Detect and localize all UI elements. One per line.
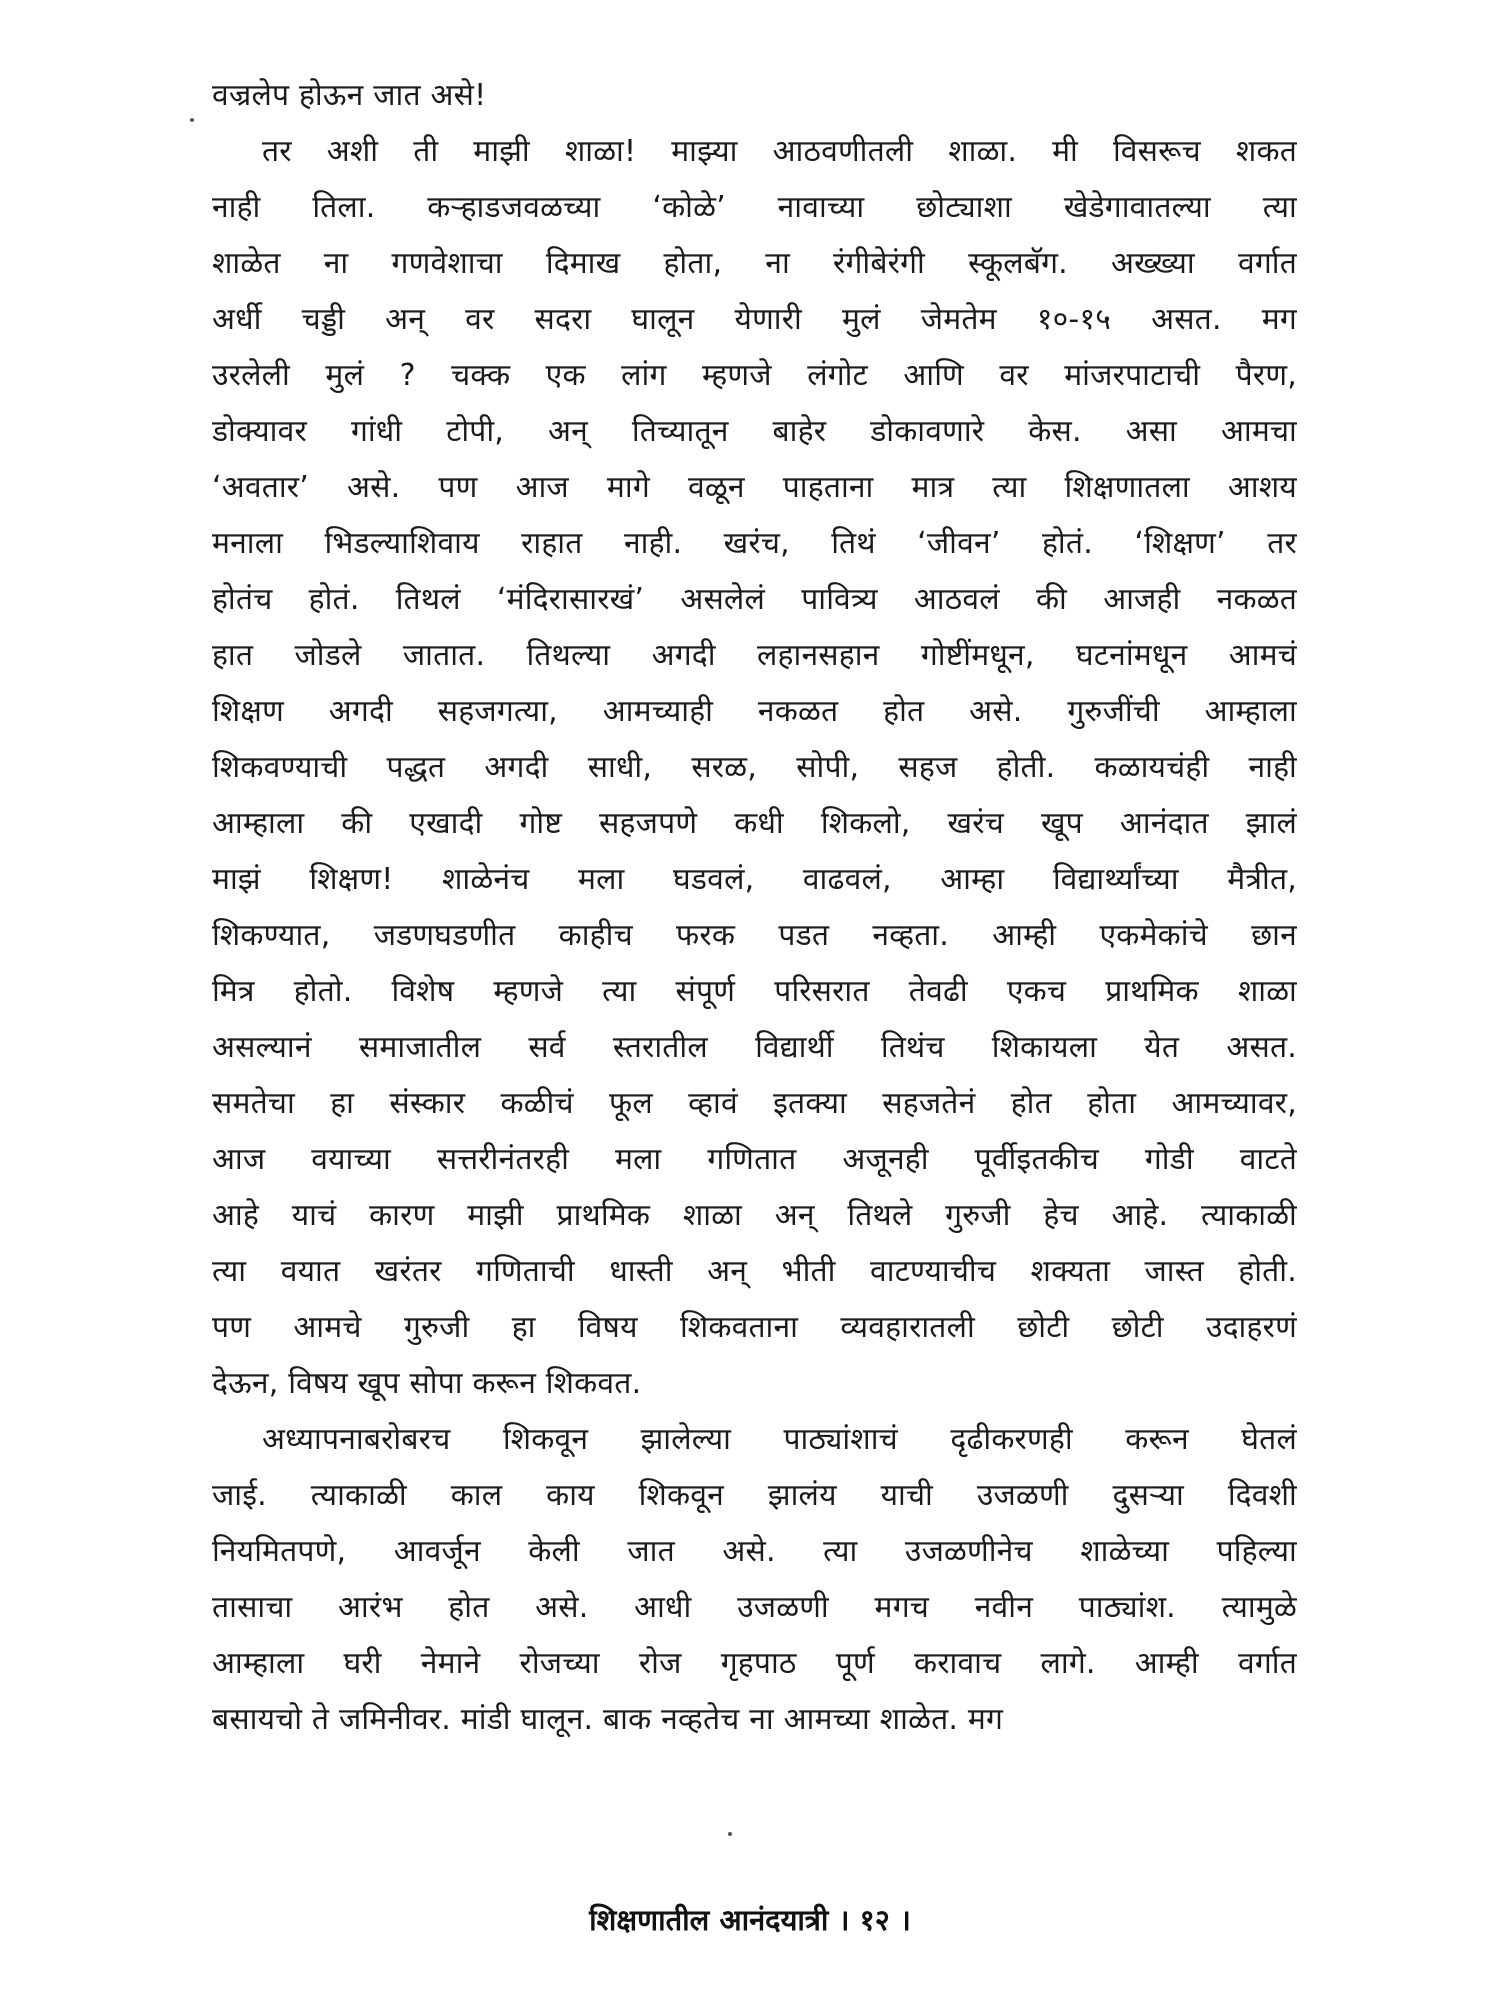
text-line: शिक्षण अगदी सहजगत्या, आमच्याही नकळत होत असे. गुरुजींची आम्हाला [212,694,1297,729]
text-line: अध्यापनाबरोबरच शिकवून झालेल्या पाठ्यांशाचं दृढीकरणही करून घेतलं [262,1422,1297,1457]
text-line: मित्र होतो. विशेष म्हणजे त्या संपूर्ण परिसरात तेवढी एकच प्राथमिक शाळा [212,974,1297,1009]
text-line: पण आमचे गुरुजी हा विषय शिकवताना व्यवहारातली छोटी छोटी उदाहरणं [212,1310,1297,1345]
text-line: शाळेत ना गणवेशाचा दिमाख होता, ना रंगीबेरंगी स्कूलबॅग. अख्ख्या वर्गात [212,246,1297,281]
text-line: माझं शिक्षण! शाळेनंच मला घडवलं, वाढवलं, आम्हा विद्यार्थ्यांच्या मैत्रीत, [212,862,1297,897]
text-line: जाई. त्याकाळी काल काय शिकवून झालंय याची उजळणी दुसऱ्या दिवशी [212,1478,1297,1513]
text-line: उरलेली मुलं ? चक्क एक लांग म्हणजे लंगोट आणि वर मांजरपाटाची पैरण, [212,358,1297,393]
text-line: आज वयाच्या सत्तरीनंतरही मला गणितात अजूनही पूर्वीइतकीच गोडी वाटते [212,1142,1297,1177]
text-line: वज्रलेप होऊन जात असे! [212,78,487,113]
text-line: मनाला भिडल्याशिवाय राहात नाही. खरंच, तिथं ‘जीवन’ होतं. ‘शिक्षण’ तर [212,526,1297,561]
text-line: डोक्यावर गांधी टोपी, अन् तिच्यातून बाहेर डोकावणारे केस. असा आमचा [212,414,1297,449]
scan-speck [190,118,194,122]
text-line: हात जोडले जातात. तिथल्या अगदी लहानसहान गोष्टींमधून, घटनांमधून आमचं [212,638,1297,673]
text-line: शिकण्यात, जडणघडणीत काहीच फरक पडत नव्हता. आम्ही एकमेकांचे छान [212,918,1297,953]
text-line: नाही तिला. कऱ्हाडजवळच्या ‘कोळे’ नावाच्या छोट्याशा खेडेगावातल्या त्या [212,190,1297,225]
text-line: बसायचो ते जमिनीवर. मांडी घालून. बाक नव्हतेच ना आमच्या शाळेत. मग [212,1702,1004,1737]
text-line: देऊन, विषय खूप सोपा करून शिकवत. [212,1366,642,1401]
text-line: असल्यानं समाजातील सर्व स्तरातील विद्यार्थी तिथंच शिकायला येत असत. [212,1030,1297,1065]
text-line: शिकवण्याची पद्धत अगदी साधी, सरळ, सोपी, सहज होती. कळायचंही नाही [212,750,1297,785]
text-line: अर्धी चड्डी अन् वर सदरा घालून येणारी मुलं जेमतेम १०-१५ असत. मग [212,302,1297,337]
text-line: ‘अवतार’ असे. पण आज मागे वळून पाहताना मात्र त्या शिक्षणातला आशय [212,470,1297,505]
text-line: समतेचा हा संस्कार कळीचं फूल व्हावं इतक्या सहजतेनं होत होता आमच्यावर, [212,1086,1297,1121]
text-line: त्या वयात खरंतर गणिताची धास्ती अन् भीती वाटण्याचीच शक्यता जास्त होती. [212,1254,1297,1289]
text-line: आम्हाला की एखादी गोष्ट सहजपणे कधी शिकलो, खरंच खूप आनंदात झालं [212,806,1297,841]
text-line: तासाचा आरंभ होत असे. आधी उजळणी मगच नवीन पाठ्यांश. त्यामुळे [212,1590,1297,1625]
text-line: आम्हाला घरी नेमाने रोजच्या रोज गृहपाठ पूर्ण करावाच लागे. आम्ही वर्गात [212,1646,1297,1681]
text-line: नियमितपणे, आवर्जून केली जात असे. त्या उजळणीनेच शाळेच्या पहिल्या [212,1534,1297,1569]
body-text [212,68,1297,1748]
scan-speck [728,1832,732,1836]
text-line: आहे याचं कारण माझी प्राथमिक शाळा अन् तिथले गुरुजी हेच आहे. त्याकाळी [212,1198,1297,1233]
text-line: तर अशी ती माझी शाळा! माझ्या आठवणीतली शाळा. मी विसरूच शकत [262,134,1297,169]
text-line: होतंच होतं. तिथलं ‘मंदिरासारखं’ असलेलं पावित्र्य आठवलं की आजही नकळत [212,582,1297,617]
page-footer: शिक्षणातील आनंदयात्री । १२ । [589,1903,911,1937]
